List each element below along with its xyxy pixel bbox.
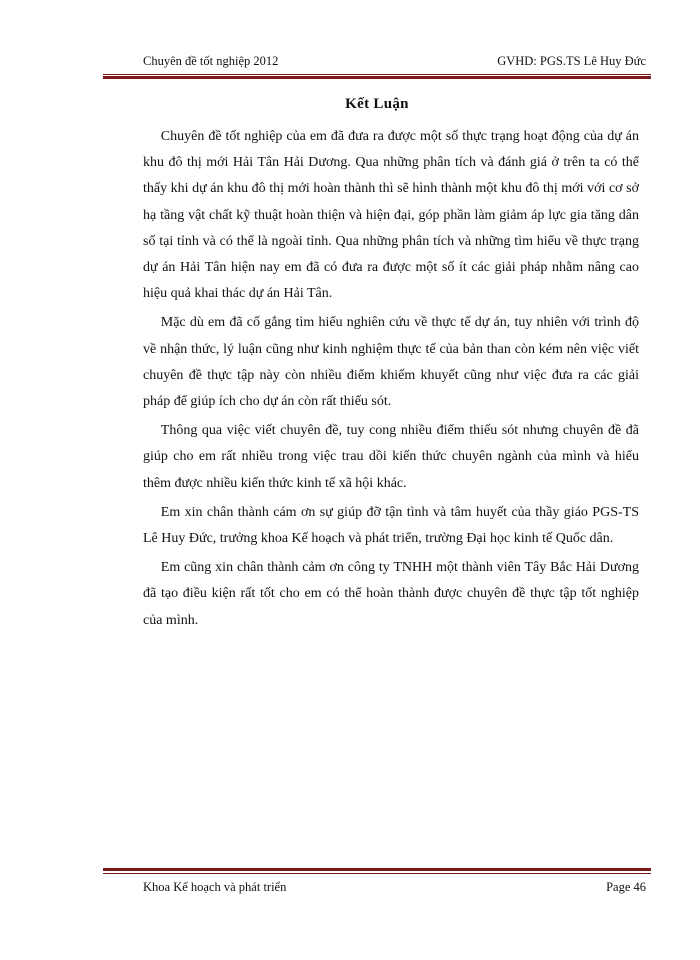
body-text — [143, 124, 639, 637]
page-title: Kết Luận — [345, 96, 409, 112]
paragraph-3: Thông qua việc viết chuyên đề, tuy cong nhiều điểm thiếu sót nhưng chuyên đề đã giúp cho em rất nhiều trong việc trau dồi kiến thức chuyên ngành của mình và hiểu thêm được nhiều kiến thức kinh tế xã hội khác. — [143, 423, 639, 491]
footer-rule-thin — [103, 873, 651, 874]
footer-department: Khoa Kế hoạch và phát triển — [143, 880, 287, 894]
page-header — [103, 50, 648, 74]
paragraph-4: Em xin chân thành cám ơn sự giúp đỡ tận tình và tâm huyết của thầy giáo PGS-TS Lê Huy Đức, trưởng khoa Kế hoạch và phát triển, trường Đại học kinh tế Quốc dân. — [143, 504, 639, 547]
paragraph-5: Em cũng xin chân thành cảm ơn công ty TNHH một thành viên Tây Bắc Hải Dương đã tạo điều kiện rất tốt cho em có thể hoàn thành được chuyên đề thực tập tốt nghiệp của mình. — [143, 560, 639, 628]
header-supervisor: GVHD: PGS.TS Lê Huy Đức — [497, 54, 646, 68]
footer-rule-thick — [103, 868, 651, 871]
page-number: Page 46 — [606, 880, 646, 894]
page-footer — [103, 877, 648, 899]
header-rule-thin — [103, 74, 651, 75]
paragraph-2: Mặc dù em đã cố gắng tìm hiểu nghiên cứu về thực tế dự án, tuy nhiên với trình độ về nhận thức, lý luận cũng như kinh nghiệm thực tế của bản than còn kém nên việc viết chuyên đề thực tập này còn nhiều điểm khiếm khuyết cũng như việc đưa ra các giải pháp để giúp ích cho dự án còn rất thiếu sót. — [143, 315, 639, 410]
paragraph-1: Chuyên đề tốt nghiệp của em đã đưa ra được một số thực trạng hoạt động của dự án khu đô thị mới Hải Tân Hải Dương. Qua những phân tích và đánh giá ở trên ta có thể thấy khi dự án khu đô thị mới hoàn thành thì sẽ hình thành một khu đô thị mới với cơ sở hạ tầng vật chất kỹ thuật hoàn thiện và hiện đại, góp phần làm giảm áp lực gia tăng dân số tại tỉnh và có thể là ngoài tỉnh. Qua những phân tích và những tìm hiểu về thực trạng dự án Hải Tân hiện nay em đã có đưa ra được một số ít các giải pháp nhằm nâng cao hiệu quả khai thác dự án Hải Tân. — [143, 129, 639, 302]
header-rule-thick — [103, 76, 651, 79]
header-doc-title: Chuyên đề tốt nghiệp 2012 — [143, 54, 279, 68]
